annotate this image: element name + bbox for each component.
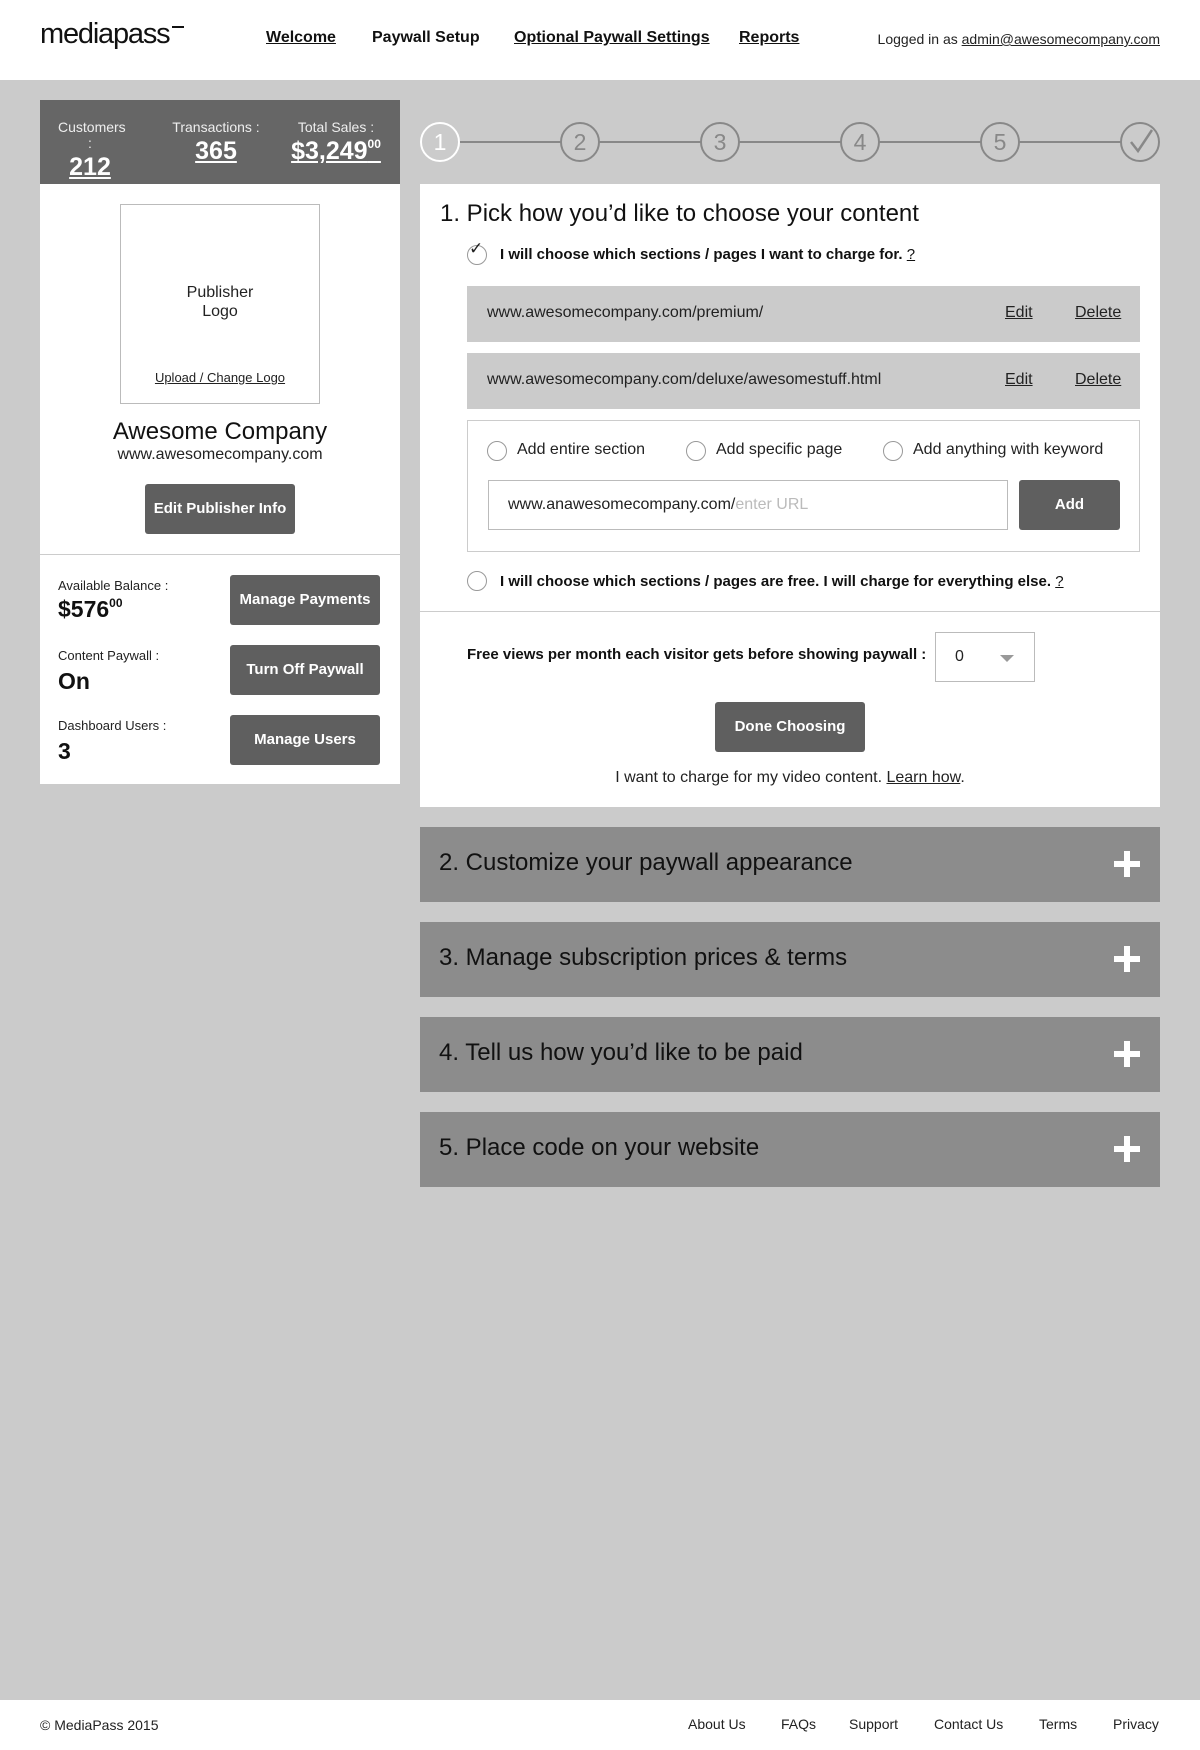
- step-5[interactable]: 5: [980, 122, 1020, 162]
- balance-label: Available Balance :: [58, 578, 169, 593]
- free-views-label: Free views per month each visitor gets before showing paywall :: [467, 646, 927, 663]
- section-3-accordion[interactable]: [420, 922, 1160, 997]
- paywall-label: Content Paywall :: [58, 648, 160, 663]
- free-option-label: [500, 573, 1064, 590]
- stat-sales-dollars: $3,249: [291, 137, 368, 165]
- publisher-logo-placeholder: [120, 204, 320, 404]
- content-entry-edit-link[interactable]: Edit: [1005, 371, 1033, 388]
- manage-users-button[interactable]: Manage Users: [230, 715, 380, 765]
- selected-check-icon: ✓: [469, 239, 484, 258]
- footer-link-terms[interactable]: Terms: [1039, 1716, 1078, 1732]
- url-input[interactable]: [488, 480, 1008, 530]
- manage-payments-button[interactable]: Manage Payments: [230, 575, 380, 625]
- free-option-help-link[interactable]: ?: [1055, 573, 1064, 590]
- section-4-title: 4. Tell us how you’d like to be paid: [439, 1039, 803, 1066]
- content-entry-row: [467, 286, 1140, 342]
- stepper-track: [440, 141, 1140, 143]
- section-1-title: 1. Pick how you’d like to choose your content: [440, 200, 919, 227]
- free-views-select[interactable]: [935, 632, 1035, 682]
- done-choosing-button[interactable]: Done Choosing: [715, 702, 865, 752]
- nav-reports[interactable]: Reports: [739, 29, 800, 46]
- paywall-status-value: On: [58, 668, 90, 694]
- add-keyword-label: Add anything with keyword: [913, 441, 1104, 458]
- step-complete[interactable]: [1120, 122, 1160, 162]
- login-status: [878, 31, 1160, 47]
- footer-link-about[interactable]: About Us: [688, 1716, 746, 1732]
- add-content-panel: [467, 420, 1140, 552]
- balance-cents: 00: [109, 596, 123, 610]
- top-header: [0, 0, 1200, 80]
- content-entry-row: [467, 353, 1140, 409]
- section-5-title: 5. Place code on your website: [439, 1134, 760, 1161]
- logo-placeholder-line2: Logo: [202, 303, 238, 320]
- footer-link-faqs[interactable]: FAQs: [781, 1716, 817, 1732]
- publisher-card-divider: [40, 554, 400, 555]
- copyright-text: © MediaPass 2015: [40, 1717, 159, 1733]
- section-1-card: [420, 184, 1160, 807]
- stat-sales-value[interactable]: [286, 137, 386, 166]
- stat-customers-label: Customers :: [58, 119, 126, 151]
- charge-option-text: I will choose which sections / pages I want to charge for.: [500, 246, 903, 263]
- content-entry-edit-link[interactable]: Edit: [1005, 304, 1033, 321]
- section-3-title: 3. Manage subscription prices & terms: [439, 944, 848, 971]
- add-url-button[interactable]: Add: [1019, 480, 1120, 530]
- video-content-note: [420, 769, 1160, 787]
- stat-transactions-value[interactable]: 365: [195, 137, 237, 165]
- chevron-down-icon: [1000, 655, 1014, 662]
- add-entire-section-radio[interactable]: [487, 441, 507, 461]
- content-entry-delete-link[interactable]: Delete: [1075, 371, 1122, 388]
- step-2[interactable]: 2: [560, 122, 600, 162]
- balance-value: [58, 596, 123, 623]
- step-3[interactable]: 3: [700, 122, 740, 162]
- section-2-title: 2. Customize your paywall appearance: [439, 849, 853, 876]
- stat-sales-label: Total Sales :: [297, 119, 375, 135]
- charge-option-help-link[interactable]: ?: [906, 246, 916, 263]
- stat-customers: [58, 119, 126, 182]
- url-input-prefix: www.anawesomecompany.com/: [508, 496, 736, 513]
- nav-paywall-setup[interactable]: Paywall Setup: [372, 29, 480, 46]
- add-keyword-radio[interactable]: [883, 441, 903, 461]
- balance-dollars: $576: [58, 596, 110, 622]
- content-entry-url: www.awesomecompany.com/deluxe/awesomestuff.html: [487, 371, 882, 388]
- video-content-end: .: [960, 769, 965, 786]
- learn-how-link[interactable]: Learn how: [886, 769, 961, 786]
- dashboard-users-value: 3: [58, 738, 71, 764]
- footer-link-support[interactable]: Support: [849, 1716, 899, 1732]
- add-specific-page-label: Add specific page: [716, 441, 843, 458]
- free-option-radio[interactable]: [467, 571, 487, 591]
- checkmark-icon: [1122, 124, 1158, 160]
- login-prefix: Logged in as: [877, 31, 958, 47]
- login-email-link[interactable]: admin@awesomecompany.com: [961, 31, 1160, 47]
- nav-optional-paywall-settings[interactable]: Optional Paywall Settings: [514, 29, 710, 46]
- url-input-placeholder: enter URL: [735, 496, 809, 513]
- section-2-accordion[interactable]: [420, 827, 1160, 902]
- step-4[interactable]: 4: [840, 122, 880, 162]
- section-5-accordion[interactable]: [420, 1112, 1160, 1187]
- upload-logo-link[interactable]: Upload / Change Logo: [154, 370, 286, 385]
- logo-placeholder-line1: Publisher: [186, 284, 254, 301]
- edit-publisher-info-button[interactable]: Edit Publisher Info: [145, 484, 295, 534]
- footer-link-contact[interactable]: Contact Us: [934, 1716, 1004, 1732]
- free-option-text: I will choose which sections / pages are free. I will charge for everything else.: [500, 573, 1052, 590]
- mediapass-logo[interactable]: mediapass: [40, 18, 170, 50]
- content-entry-delete-link[interactable]: Delete: [1075, 304, 1122, 321]
- free-views-value: 0: [955, 648, 964, 665]
- content-entry-url: www.awesomecompany.com/premium/: [487, 304, 764, 321]
- stats-summary: [40, 100, 400, 184]
- footer-link-privacy[interactable]: Privacy: [1113, 1716, 1159, 1732]
- nav-welcome[interactable]: Welcome: [266, 29, 336, 46]
- company-url: www.awesomecompany.com: [117, 446, 323, 463]
- section-4-accordion[interactable]: [420, 1017, 1160, 1092]
- step-1[interactable]: 1: [420, 122, 460, 162]
- stat-total-sales: [286, 119, 386, 166]
- add-specific-page-radio[interactable]: [686, 441, 706, 461]
- stat-sales-cents: 00: [367, 137, 381, 151]
- page-footer: [0, 1700, 1200, 1750]
- publisher-logo-text: [121, 283, 319, 321]
- logo-swoosh-mark: [172, 26, 184, 28]
- turn-off-paywall-button[interactable]: Turn Off Paywall: [230, 645, 380, 695]
- add-entire-section-label: Add entire section: [517, 441, 646, 458]
- stat-transactions-label: Transactions :: [172, 119, 260, 135]
- section-1-divider: [420, 611, 1160, 612]
- charge-option-label: [500, 246, 915, 263]
- company-name: Awesome Company: [112, 418, 328, 445]
- publisher-card: [40, 184, 400, 784]
- stat-customers-value[interactable]: 212: [69, 153, 111, 181]
- dashboard-users-label: Dashboard Users :: [58, 718, 167, 733]
- video-content-text: I want to charge for my video content.: [615, 769, 883, 786]
- stat-transactions: [169, 119, 263, 166]
